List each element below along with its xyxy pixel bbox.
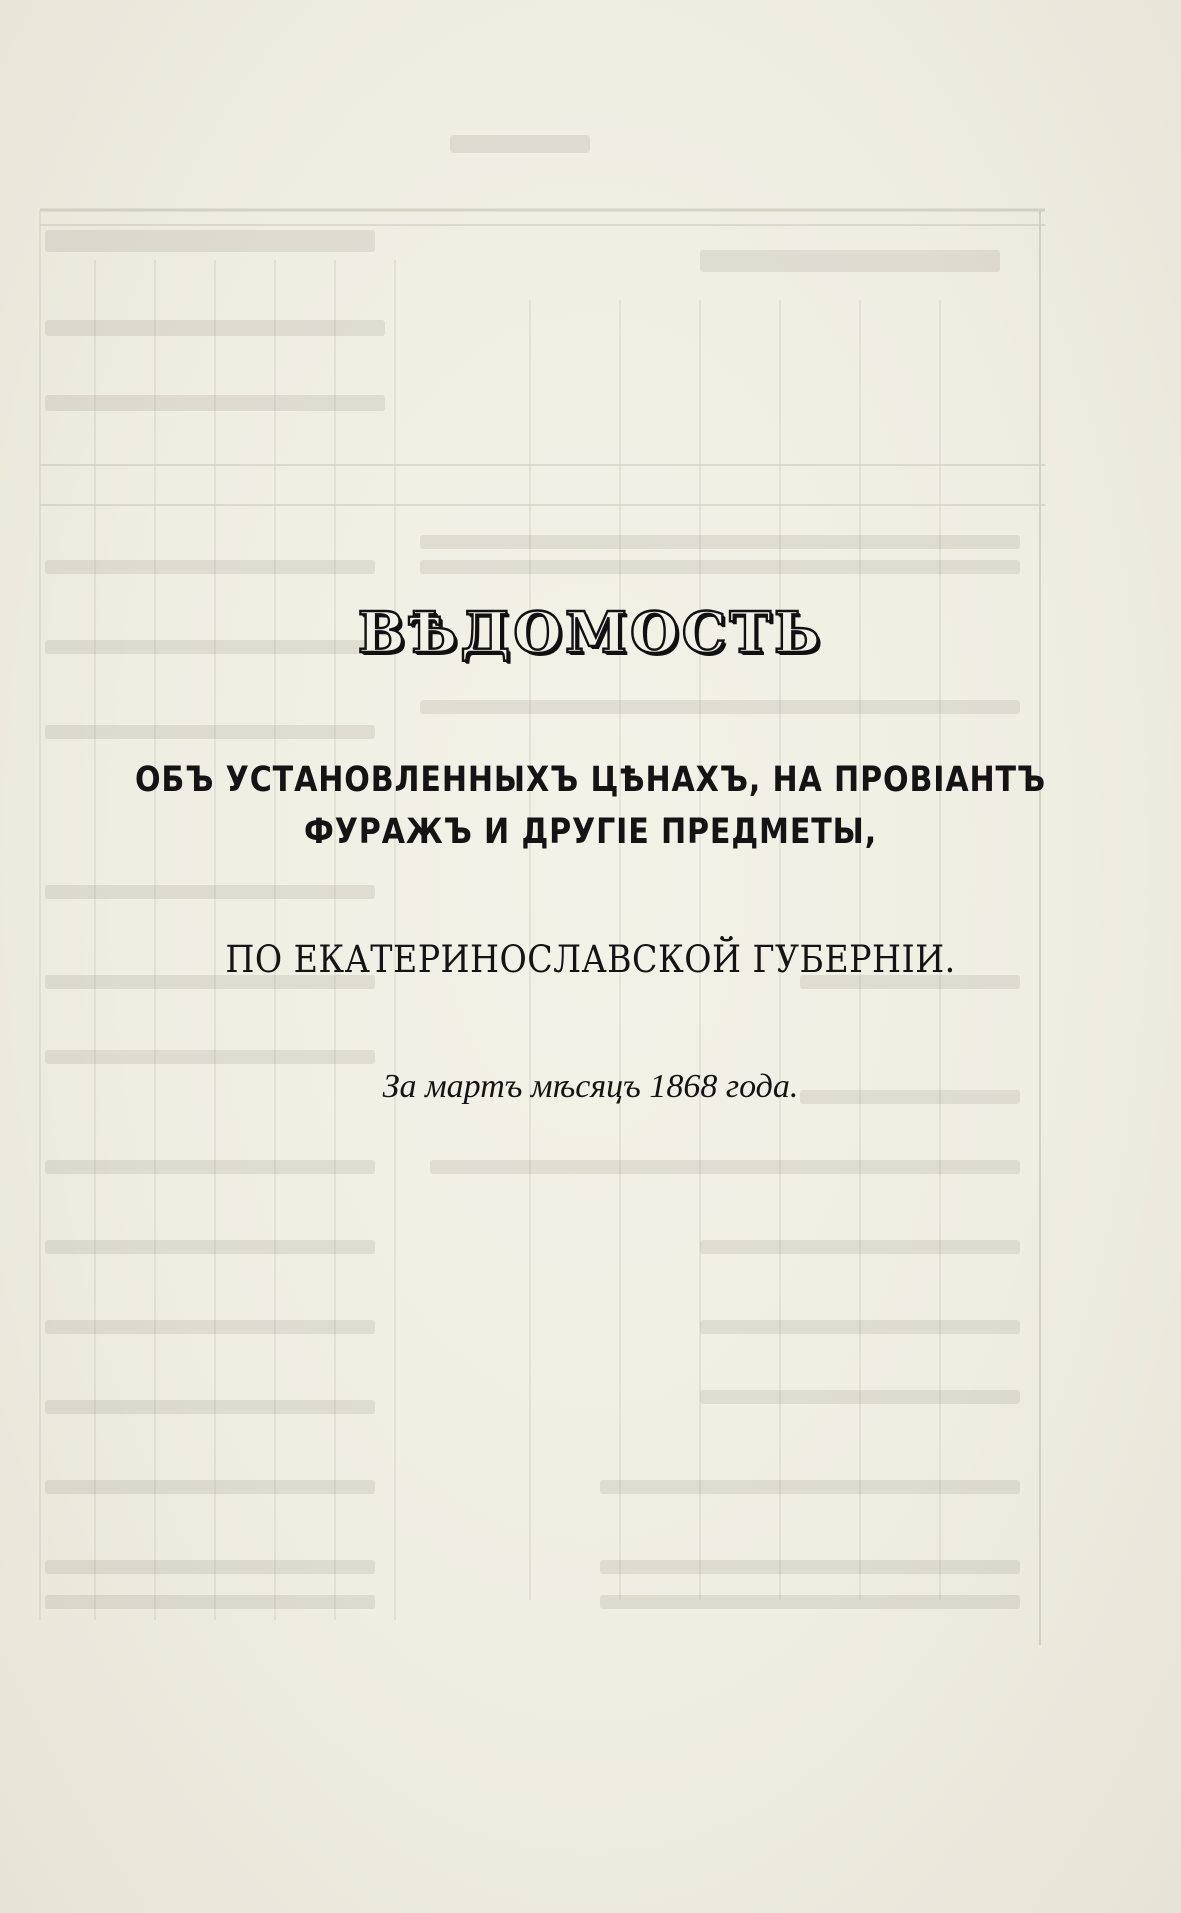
document-period: За мартъ мѣсяцъ 1868 года.: [382, 1068, 799, 1105]
document-region: ПО ЕКАТЕРИНОСЛАВСКОЙ ГУБЕРНІИ.: [225, 938, 956, 981]
document-subtitle-line-1: ОБЪ УСТАНОВЛЕННЫХЪ ЦѢНАХЪ, НА ПРОВІАНТЪ: [134, 760, 1047, 800]
document-subtitle-line-2: ФУРАЖЪ И ДРУГІЕ ПРЕДМЕТЫ,: [304, 812, 877, 852]
document-title: ВѢДОМОСТЬ: [357, 600, 824, 666]
